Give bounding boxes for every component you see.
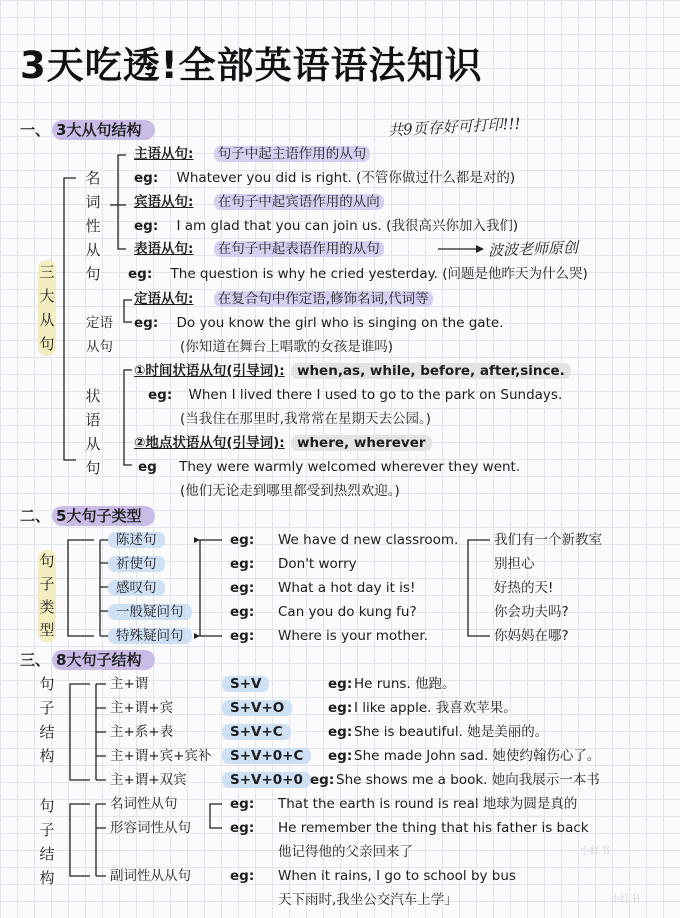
place-clause-label: ②地点状语从句(引导词): (134, 435, 285, 451)
attributive-clause-desc: 在复合句中作定语,修饰名词,代词等 (214, 291, 433, 307)
sentence-structure-group-label-2: 句子结构 (39, 797, 55, 887)
attributive-clause-label-1: 定语 (86, 315, 113, 331)
structure-example: I like apple. 我喜欢苹果。 (354, 700, 517, 716)
author-note: 波波老师原创 (487, 238, 579, 260)
object-example: I am glad that you can join us. (我很高兴你加入我们) (176, 218, 519, 234)
sentence-type-pill: 祈使句 (108, 556, 165, 572)
structure-formula (222, 771, 311, 789)
sentence-type-translation: 好热的天! (494, 580, 554, 596)
eg-label: eg: (328, 724, 353, 740)
eg-label: eg: (310, 772, 335, 788)
handwritten-note: 共9页存好可打印!!! (387, 114, 522, 140)
predicative-clause-label: 表语从句: (134, 241, 194, 257)
sentence-structure-group-label: 句子结构 (39, 675, 55, 765)
object-clause-row (134, 193, 384, 211)
subject-example-row (134, 169, 515, 187)
adverbial-clause-label: 状语从句 (85, 387, 101, 477)
watermark: 小红书 (610, 894, 640, 905)
time-clause-label: ①时间状语从句(引导词): (134, 363, 285, 379)
sentence-type-pill: 陈述句 (108, 532, 165, 548)
structure-example: He runs. 他跑。 (354, 676, 456, 692)
section-2-num: 二、 (20, 507, 51, 525)
place-example-row (138, 458, 520, 476)
clause-example: When it rains, I go to school by bus (278, 868, 516, 884)
attributive-clause-label-2: 从句 (86, 339, 113, 355)
sentence-type-example: Where is your mother. (278, 628, 428, 644)
sentence-type-label (108, 531, 165, 549)
sentence-type-pill: 感叹句 (108, 580, 165, 596)
eg-label: eg: (328, 676, 353, 692)
sentence-type-translation: 别担心 (494, 556, 535, 572)
eg-label: eg: (230, 580, 255, 596)
eg-label: eg: (230, 556, 255, 572)
eg-label: eg: (230, 868, 255, 884)
sentence-type-translation: 你妈妈在哪? (494, 628, 569, 644)
section-1-num: 一、 (20, 121, 51, 139)
eg-label: eg: (230, 628, 255, 644)
section-2-heading (20, 506, 155, 526)
place-clause-row (134, 434, 432, 452)
structure-chinese: 主+谓+宾+宾补 (110, 748, 212, 764)
structure-formula-text: S+V+0+0 (222, 772, 311, 788)
subject-clause-desc: 句子中起主语作用的从句 (214, 146, 371, 162)
sentence-type-label (108, 579, 165, 597)
sentence-type-example: Can you do kung fu? (278, 604, 417, 620)
eg-label: eg: (134, 315, 159, 331)
predicative-example-row (128, 265, 588, 283)
attributive-clause-label: 定语从句: (134, 291, 194, 307)
structure-formula-text: S+V+C (222, 724, 291, 740)
attributive-clause-row (134, 290, 433, 308)
sentence-type-example: We have d new classroom. (278, 532, 459, 548)
attributive-example-row (134, 314, 503, 332)
noun-clause-label: 名词性从句 (85, 169, 101, 283)
clause-translation: 天下雨时,我坐公交汽车上学」 (278, 892, 458, 908)
structure-chinese: 主+谓+双宾 (110, 772, 187, 788)
clause-example: That the earth is round is real 地球为圆是真的 (278, 796, 578, 812)
sentence-type-example: What a hot day it is! (278, 580, 416, 596)
page-title: 3天吃透!全部英语语法知识 (20, 44, 483, 87)
eg-label: eg: (230, 604, 255, 620)
structure-formula (222, 723, 291, 741)
section-1-label: 3大从句结构 (52, 120, 155, 140)
eg-label: eg: (230, 532, 255, 548)
eg-label: eg: (328, 748, 353, 764)
sentence-type-pill: 特殊疑问句 (108, 628, 192, 644)
time-translation: (当我住在那里时,我常常在星期天去公园。) (180, 411, 432, 427)
predicative-clause-desc: 在句子中起表语作用的从句 (214, 241, 384, 257)
time-clause-row (134, 362, 571, 380)
structure-example: She is beautiful. 她是美丽的。 (354, 724, 549, 740)
structure-example: She made John sad. 她使约翰伤心了。 (354, 748, 601, 764)
structure-formula (222, 699, 292, 717)
structure-formula (222, 747, 311, 765)
predicative-example: The question is why he cried yesterday. (问题是他昨天为什么哭) (170, 266, 588, 282)
eg-label: eg: (134, 218, 159, 234)
clause-translation: 他记得他的父亲回来了 (278, 844, 413, 860)
clause-type-label: 名词性从句 (110, 796, 178, 812)
sentence-type-translation: 你会功夫吗? (494, 604, 569, 620)
object-clause-label: 宾语从句: (134, 194, 194, 210)
structure-chinese: 主+谓+宾 (110, 700, 174, 716)
place-translation: (他们无论走到哪里都受到热烈欢迎。) (180, 483, 400, 499)
place-example: They were warmly welcomed wherever they went. (179, 459, 521, 475)
watermark: 小红书 (580, 846, 610, 857)
sentence-type-label (108, 603, 192, 621)
time-clause-words: when,as, while, before, after,since. (291, 363, 571, 379)
section-3-heading (20, 650, 155, 670)
clause-example: He remember the thing that his father is back (278, 820, 589, 836)
eg-label: eg: (148, 387, 173, 403)
sentence-type-group-label: 句子类型 (38, 550, 56, 642)
structure-chinese: 主+系+表 (110, 724, 174, 740)
structure-formula-text: S+V+O (222, 700, 292, 716)
sentence-type-pill: 一般疑问句 (108, 604, 192, 620)
subject-clause-label: 主语从句: (134, 146, 194, 162)
time-example-row (148, 386, 562, 404)
object-clause-desc: 在句子中起宾语作用的从向 (214, 194, 384, 210)
sentence-type-label (108, 555, 165, 573)
eg-label: eg: (328, 700, 353, 716)
structure-formula (222, 675, 269, 693)
section-2-label: 5大句子类型 (52, 506, 155, 526)
sentence-type-example: Don't worry (278, 556, 357, 572)
place-clause-words: where, wherever (291, 435, 432, 451)
attributive-translation: (你知道在舞台上唱歌的女孩是谁吗) (180, 339, 394, 355)
eg-label: eg: (230, 820, 255, 836)
subject-example: Whatever you did is right. (不管你做过什么都是对的) (176, 170, 516, 186)
eg-label: eg (138, 459, 157, 475)
section-3-num: 三、 (20, 651, 51, 669)
eg-label: eg: (128, 266, 153, 282)
sentence-type-translation: 我们有一个新教室 (494, 532, 602, 548)
three-clause-group-label: 三大从句 (38, 260, 56, 356)
clause-type-label: 副词性从从句 (110, 868, 191, 884)
clause-type-label: 形容词性从句 (110, 820, 191, 836)
attributive-example: Do you know the girl who is singing on the gate. (176, 315, 504, 331)
structure-chinese: 主+谓 (110, 676, 149, 692)
structure-example: She shows me a book. 她向我展示一本书 (336, 772, 600, 788)
structure-formula-text: S+V (222, 676, 269, 692)
object-example-row (134, 217, 518, 235)
subject-clause-row (134, 145, 370, 163)
structure-formula-text: S+V+0+C (222, 748, 311, 764)
predicative-clause-row (134, 240, 384, 258)
section-1-heading (20, 120, 155, 140)
section-3-label: 8大句子结构 (52, 650, 155, 670)
sentence-type-label (108, 627, 192, 645)
time-example: When I lived there I used to go to the park on Sundays. (188, 387, 563, 403)
eg-label: eg: (230, 796, 255, 812)
eg-label: eg: (134, 170, 159, 186)
